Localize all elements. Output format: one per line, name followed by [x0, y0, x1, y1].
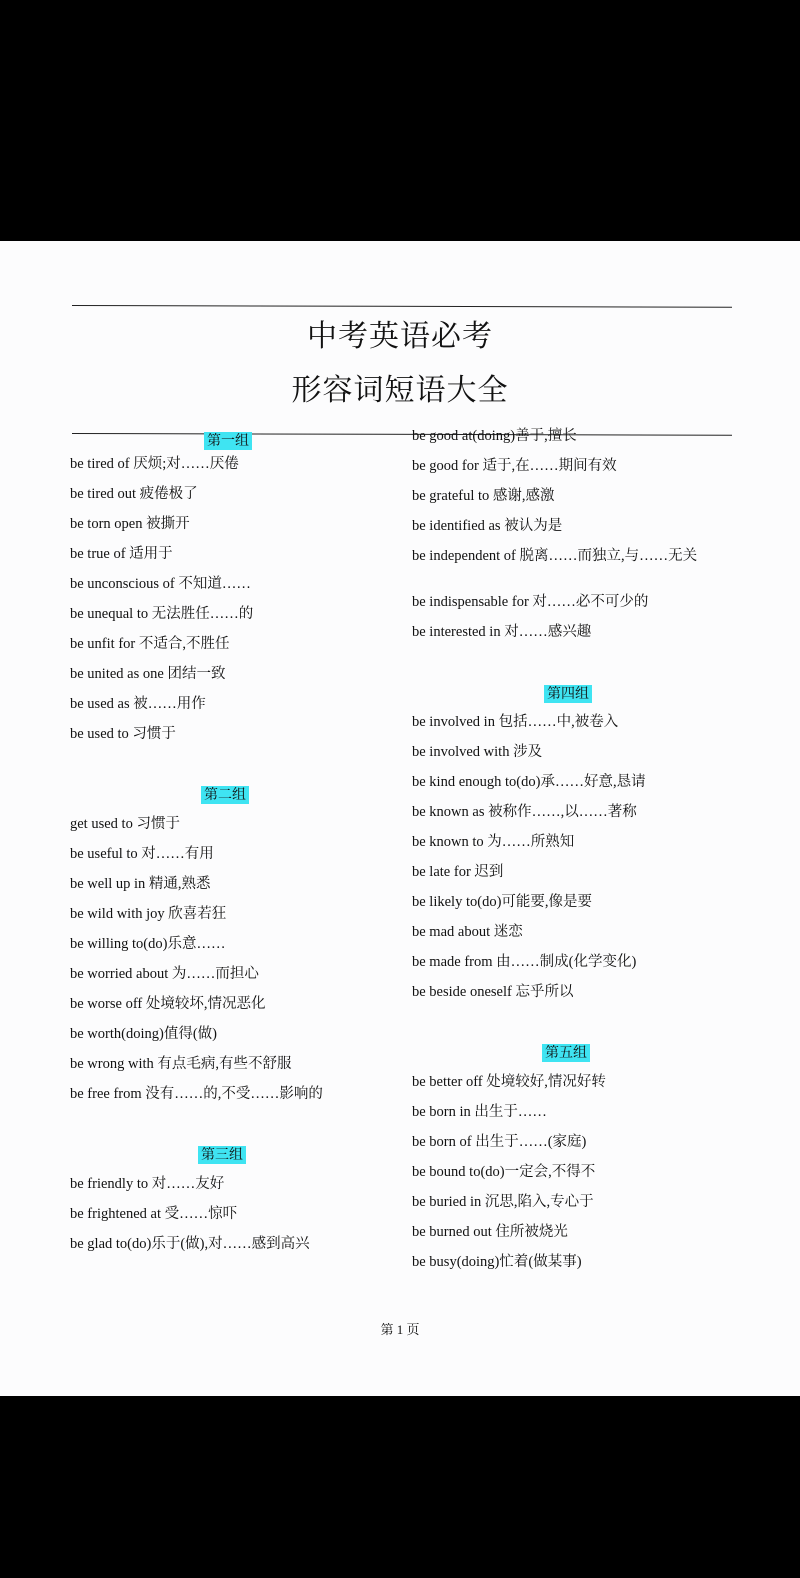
list-item: be useful to 对……有用	[70, 846, 214, 862]
group-heading-4: 第四组	[544, 685, 592, 703]
list-item: be used as 被……用作	[70, 696, 206, 712]
group-heading-2: 第二组	[201, 786, 249, 804]
list-item: be well up in 精通,熟悉	[70, 876, 211, 892]
list-item: be grateful to 感谢,感激	[412, 488, 555, 504]
list-item: be wrong with 有点毛病,有些不舒服	[70, 1056, 292, 1072]
list-item: be known to 为……所熟知	[412, 834, 575, 850]
list-item: be burned out 住所被烧光	[412, 1224, 568, 1240]
list-item: be made from 由……制成(化学变化)	[412, 954, 637, 970]
list-item: be unequal to 无法胜任……的	[70, 606, 254, 622]
list-item: be united as one 团结一致	[70, 666, 226, 682]
list-item: be unfit for 不适合,不胜任	[70, 636, 230, 652]
list-item: be better off 处境较好,情况好转	[412, 1074, 606, 1090]
list-item: be good for 适于,在……期间有效	[412, 458, 617, 474]
list-item: be born of 出生于……(家庭)	[412, 1134, 587, 1150]
list-item: be indispensable for 对……必不可少的	[412, 594, 649, 610]
list-item: be interested in 对……感兴趣	[412, 624, 592, 640]
page-number: 第 1 页	[380, 1322, 420, 1337]
list-item: be wild with joy 欣喜若狂	[70, 906, 227, 922]
list-item: be involved with 涉及	[412, 744, 543, 760]
group-heading-1: 第一组	[204, 432, 252, 450]
list-item: be true of 适用于	[70, 546, 173, 562]
list-item: be identified as 被认为是	[412, 518, 563, 534]
list-item: be independent of 脱离……而独立,与……无关	[412, 548, 698, 564]
list-item: be involved in 包括……中,被卷入	[412, 714, 619, 730]
list-item: be kind enough to(do)承……好意,恳请	[412, 774, 646, 790]
group-heading-3: 第三组	[198, 1146, 246, 1164]
list-item: be free from 没有……的,不受……影响的	[70, 1086, 323, 1102]
list-item: be unconscious of 不知道……	[70, 576, 251, 592]
list-item: be worse off 处境较坏,情况恶化	[70, 996, 266, 1012]
list-item: be good at(doing)善于,擅长	[412, 428, 577, 444]
list-item: be mad about 迷恋	[412, 924, 523, 940]
list-item: be buried in 沉思,陷入,专心于	[412, 1194, 594, 1210]
list-item: be busy(doing)忙着(做某事)	[412, 1254, 582, 1270]
list-item: be worth(doing)值得(做)	[70, 1026, 217, 1042]
list-item: be tired out 疲倦极了	[70, 486, 198, 502]
list-item: be torn open 被撕开	[70, 516, 190, 532]
top-rule	[72, 305, 732, 308]
list-item: be friendly to 对……友好	[70, 1176, 225, 1192]
list-item: be late for 迟到	[412, 864, 504, 880]
list-item: be likely to(do)可能要,像是要	[412, 894, 593, 910]
list-item: be used to 习惯于	[70, 726, 176, 742]
list-item: be glad to(do)乐于(做),对……感到高兴	[70, 1236, 310, 1252]
list-item: be willing to(do)乐意……	[70, 936, 226, 952]
page-title: 中考英语必考	[307, 319, 493, 354]
list-item: be worried about 为……而担心	[70, 966, 259, 982]
list-item: be beside oneself 忘乎所以	[412, 984, 574, 1000]
group-heading-5: 第五组	[542, 1044, 590, 1062]
list-item: be bound to(do)一定会,不得不	[412, 1164, 596, 1180]
list-item: be frightened at 受……惊吓	[70, 1206, 238, 1222]
page-subtitle: 形容词短语大全	[291, 373, 509, 408]
list-item: get used to 习惯于	[70, 816, 180, 832]
document-page	[0, 241, 800, 1396]
list-item: be known as 被称作……,以……著称	[412, 804, 637, 820]
list-item: be born in 出生于……	[412, 1104, 547, 1120]
list-item: be tired of 厌烦;对……厌倦	[70, 456, 239, 472]
